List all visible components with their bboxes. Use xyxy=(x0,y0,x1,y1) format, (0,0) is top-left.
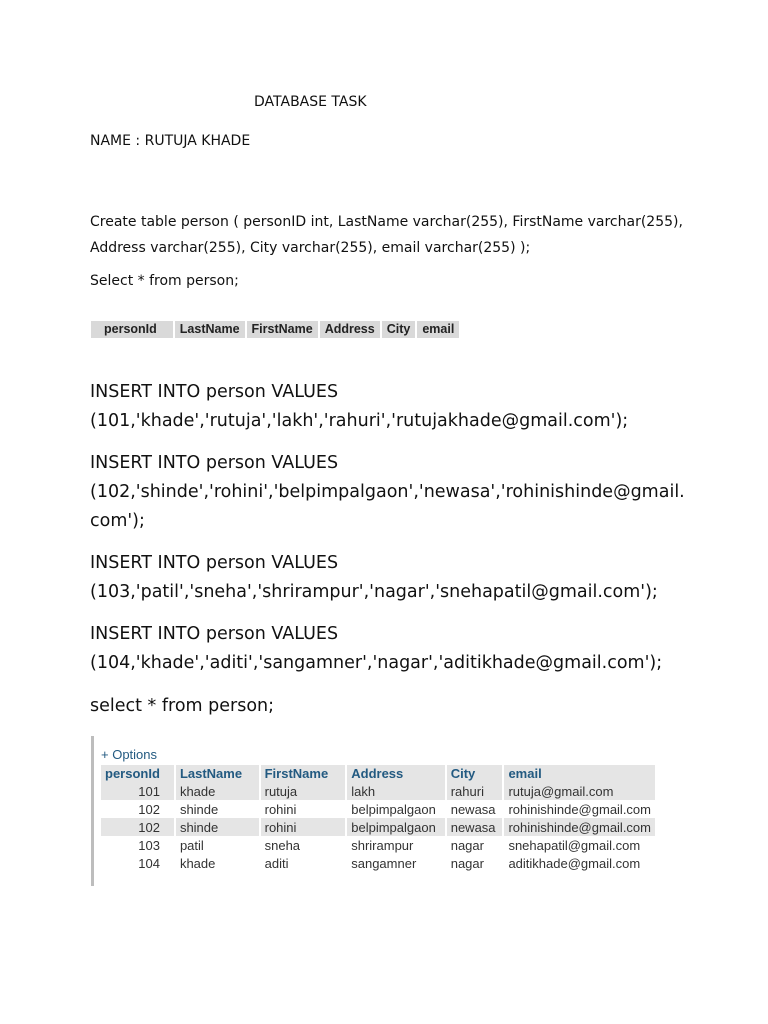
insert-values-line: (102,'shinde','rohini','belpimpalgaon','newasa','rohinishinde@gmail.com'); xyxy=(90,482,685,531)
insert-values-line: (101,'khade','rutuja','lakh','rahuri','rutujakhade@gmail.com'); xyxy=(90,411,629,431)
cell-personid: 101 xyxy=(101,782,175,800)
insert-values-line: (104,'khade','aditi','sangamner','nagar','aditikhade@gmail.com'); xyxy=(90,653,663,673)
column-header-city[interactable]: City xyxy=(446,765,504,782)
cell-personid: 104 xyxy=(101,854,175,872)
insert-statement-103 xyxy=(90,549,690,607)
select-statement-1: Select * from person; xyxy=(90,273,239,289)
cell-personid: 103 xyxy=(101,836,175,854)
cell-city: newasa xyxy=(446,800,504,818)
cell-email: rohinishinde@gmail.com xyxy=(503,800,656,818)
cell-firstname: rutuja xyxy=(260,782,347,800)
query-result-panel xyxy=(91,736,658,886)
table-row xyxy=(101,800,656,818)
table-row xyxy=(101,836,656,854)
empty-result-table xyxy=(91,321,461,338)
cell-city: rahuri xyxy=(446,782,504,800)
table-row xyxy=(101,782,656,800)
cell-address: belpimpalgaon xyxy=(346,818,445,836)
header-firstname: FirstName xyxy=(246,321,319,338)
cell-email: rutuja@gmail.com xyxy=(503,782,656,800)
cell-city: nagar xyxy=(446,836,504,854)
cell-address: lakh xyxy=(346,782,445,800)
cell-lastname: shinde xyxy=(175,818,260,836)
result-table xyxy=(101,765,657,872)
create-table-statement: Create table person ( personID int, LastName varchar(255), FirstName varchar(255), Address varchar(255), City varchar(255), email varchar(255) ); xyxy=(90,214,683,256)
cell-firstname: rohini xyxy=(260,818,347,836)
column-header-email[interactable]: email xyxy=(503,765,656,782)
student-name: NAME : RUTUJA KHADE xyxy=(90,133,251,149)
cell-personid: 102 xyxy=(101,818,175,836)
cell-personid: 102 xyxy=(101,800,175,818)
insert-keyword-line: INSERT INTO person VALUES xyxy=(90,382,339,402)
cell-lastname: shinde xyxy=(175,800,260,818)
cell-email: rohinishinde@gmail.com xyxy=(503,818,656,836)
cell-address: shrirampur xyxy=(346,836,445,854)
table-row xyxy=(101,818,656,836)
header-lastname: LastName xyxy=(174,321,246,338)
table-row xyxy=(101,854,656,872)
column-header-lastname[interactable]: LastName xyxy=(175,765,260,782)
empty-table-header-row xyxy=(91,321,460,338)
cell-firstname: rohini xyxy=(260,800,347,818)
options-link[interactable]: + Options xyxy=(101,747,158,762)
insert-statement-101 xyxy=(90,378,690,436)
cell-email: aditikhade@gmail.com xyxy=(503,854,656,872)
cell-address: sangamner xyxy=(346,854,445,872)
insert-statement-104 xyxy=(90,620,690,678)
column-header-firstname[interactable]: FirstName xyxy=(260,765,347,782)
insert-keyword-line: INSERT INTO person VALUES xyxy=(90,453,339,473)
cell-city: nagar xyxy=(446,854,504,872)
insert-statement-102 xyxy=(90,449,690,536)
header-email: email xyxy=(416,321,460,338)
result-header-row xyxy=(101,765,656,782)
cell-address: belpimpalgaon xyxy=(346,800,445,818)
column-header-personid[interactable]: personId xyxy=(101,765,175,782)
cell-firstname: aditi xyxy=(260,854,347,872)
insert-values-line: (103,'patil','sneha','shrirampur','nagar','snehapatil@gmail.com'); xyxy=(90,582,658,602)
cell-lastname: khade xyxy=(175,854,260,872)
insert-keyword-line: INSERT INTO person VALUES xyxy=(90,624,339,644)
insert-keyword-line: INSERT INTO person VALUES xyxy=(90,553,339,573)
cell-lastname: patil xyxy=(175,836,260,854)
column-header-address[interactable]: Address xyxy=(346,765,445,782)
cell-firstname: sneha xyxy=(260,836,347,854)
cell-city: newasa xyxy=(446,818,504,836)
cell-lastname: khade xyxy=(175,782,260,800)
document-title: DATABASE TASK xyxy=(254,94,367,110)
header-city: City xyxy=(381,321,417,338)
select-statement-2: select * from person; xyxy=(90,696,275,716)
header-address: Address xyxy=(319,321,381,338)
header-personid: personId xyxy=(91,321,174,338)
cell-email: snehapatil@gmail.com xyxy=(503,836,656,854)
